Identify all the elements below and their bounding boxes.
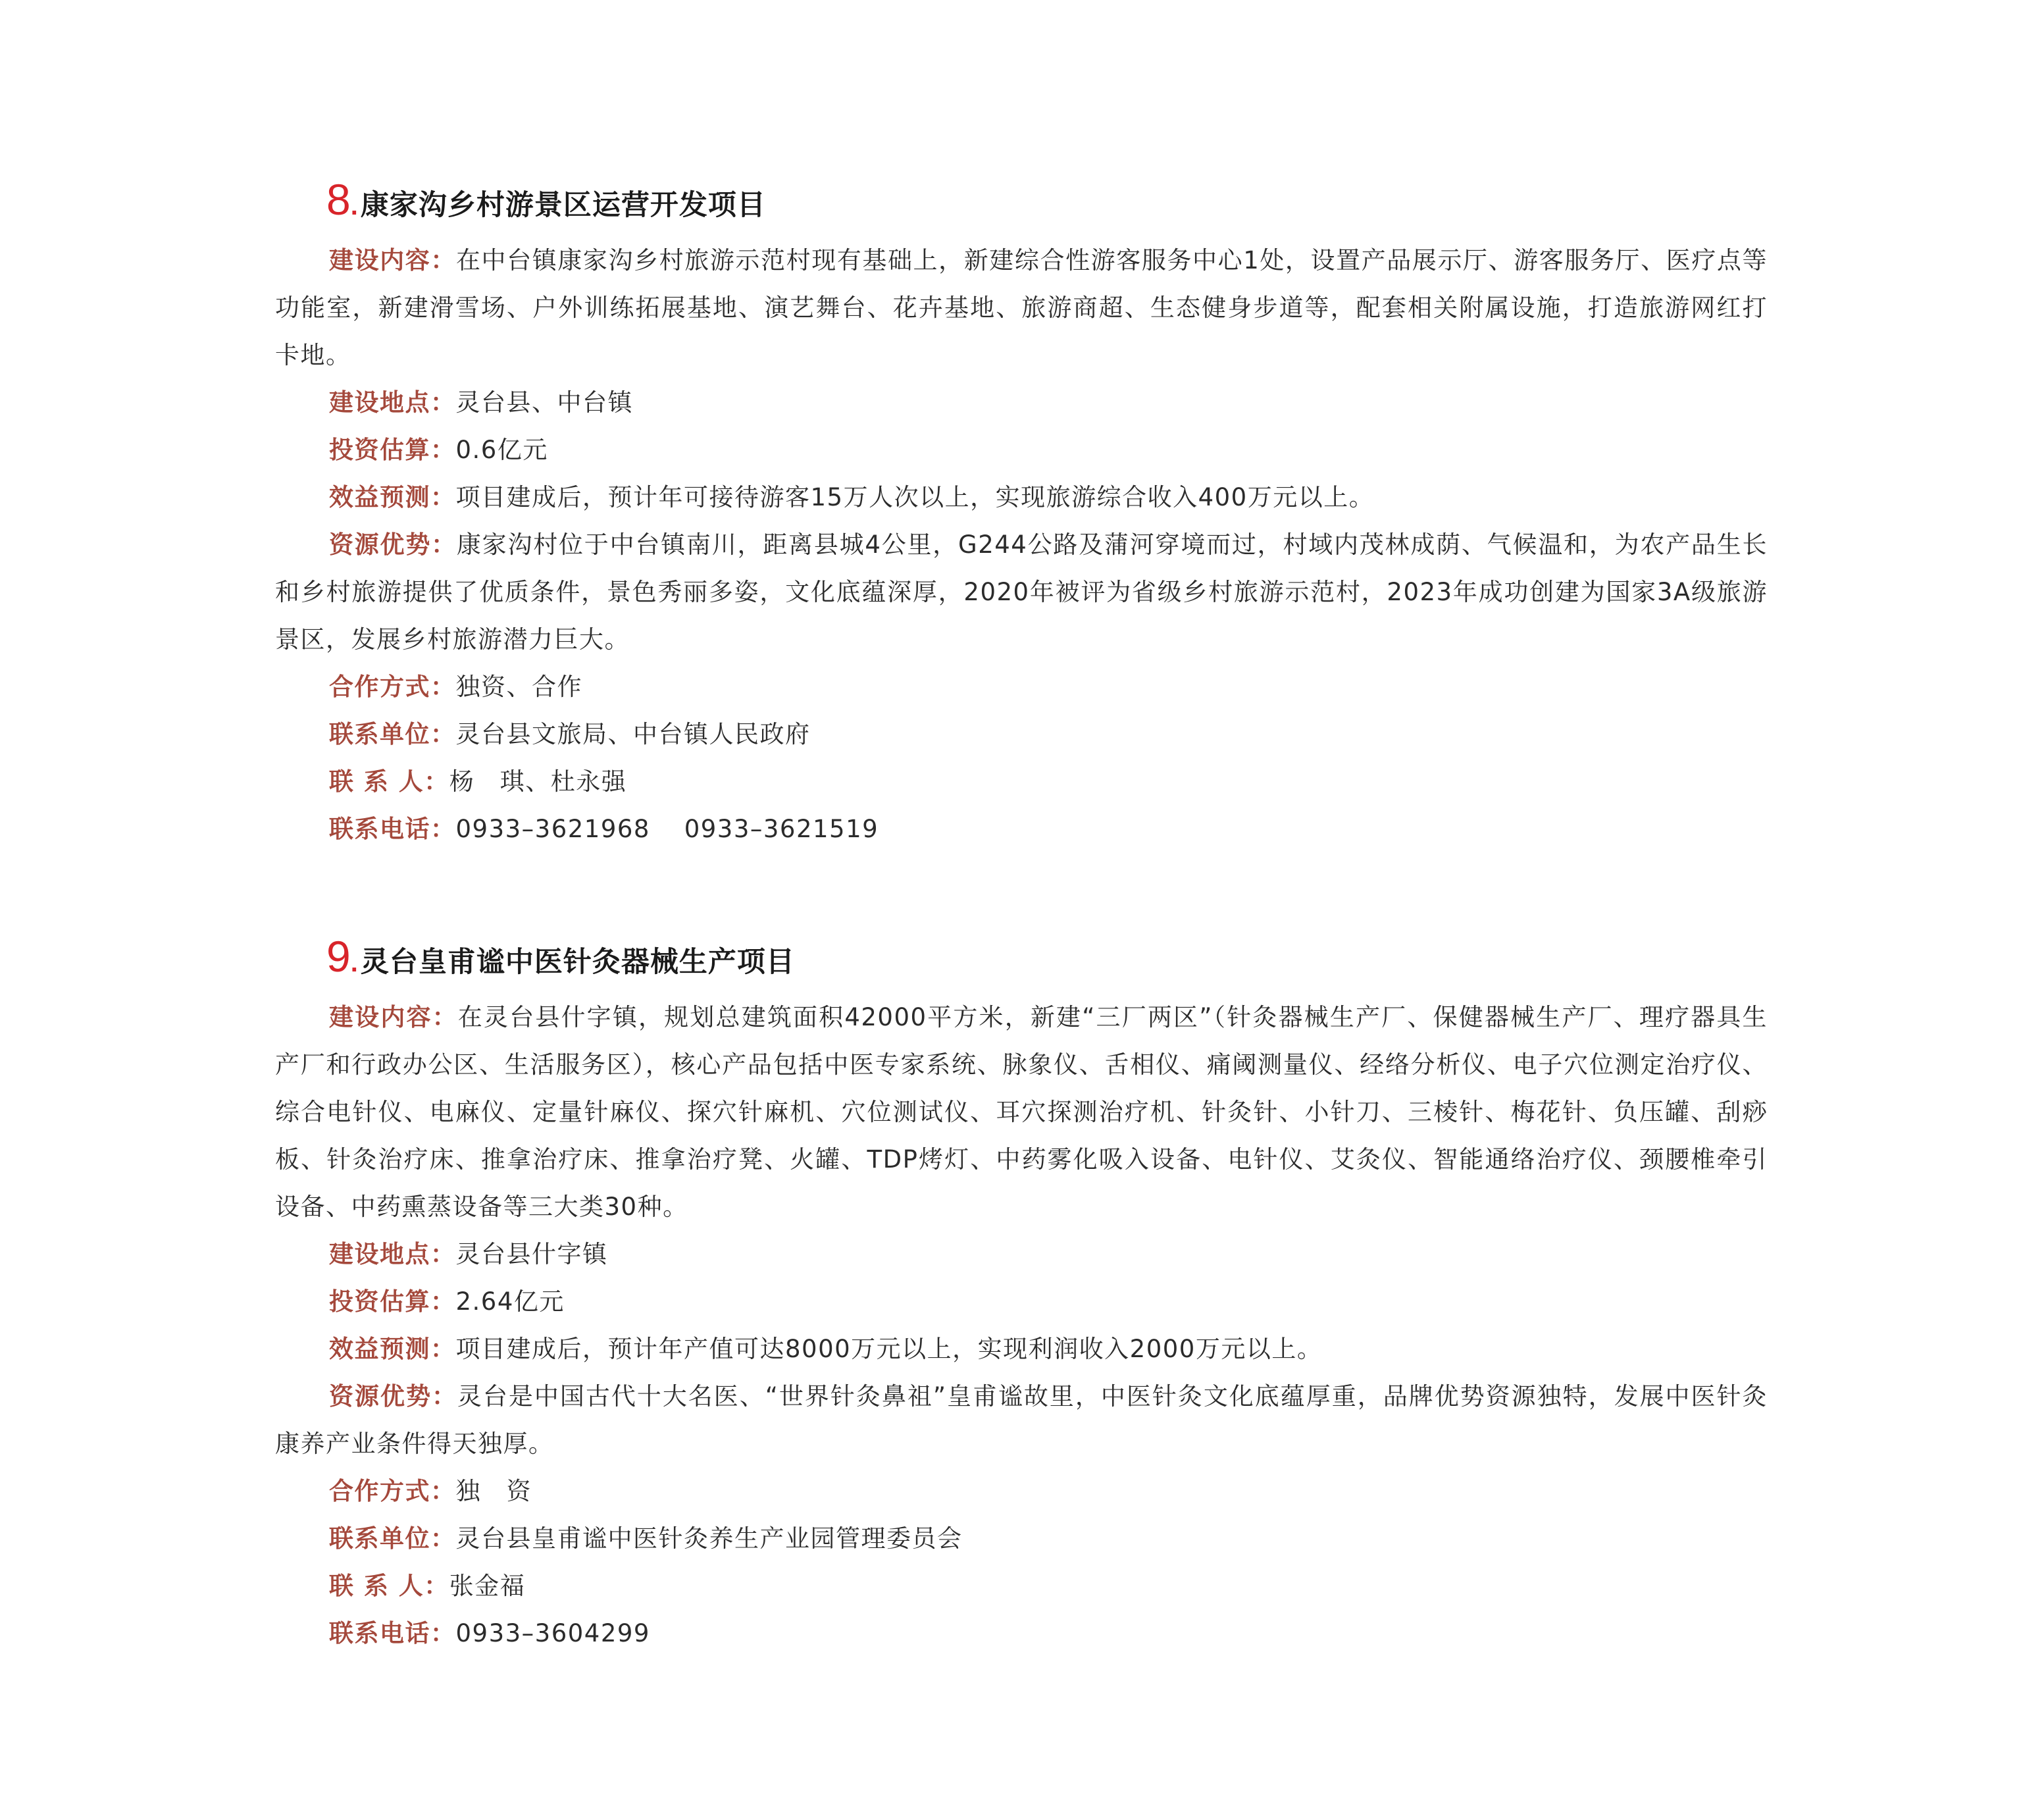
field-value: 独资、合作 bbox=[455, 673, 582, 701]
field-label: 资源优势： bbox=[329, 1382, 457, 1410]
field-phone bbox=[275, 806, 1768, 853]
field-value: 灵台县文旅局、中台镇人民政府 bbox=[455, 720, 811, 748]
field-content bbox=[275, 237, 1768, 379]
field-benefit bbox=[275, 1326, 1768, 1373]
project-number: 8 bbox=[326, 175, 351, 224]
field-label: 效益预测： bbox=[329, 1335, 456, 1363]
field-unit bbox=[275, 1515, 1768, 1563]
field-location bbox=[275, 379, 1768, 427]
field-investment bbox=[275, 427, 1768, 474]
field-value: 灵台是中国古代十大名医、“世界针灸鼻祖”皇甫谧故里，中医针灸文化底蕴厚重，品牌优势资源独特，发展中医针灸康养产业条件得天独厚。 bbox=[275, 1382, 1768, 1458]
field-phone bbox=[275, 1610, 1768, 1657]
field-advantage bbox=[275, 521, 1768, 663]
field-value: 0.6亿元 bbox=[455, 436, 548, 464]
field-content bbox=[275, 994, 1768, 1231]
field-benefit bbox=[275, 474, 1768, 521]
field-value: 项目建成后，预计年可接待游客15万人次以上，实现旅游综合收入400万元以上。 bbox=[455, 483, 1375, 511]
field-label: 效益预测： bbox=[329, 483, 456, 511]
project-number: 9 bbox=[326, 932, 351, 981]
field-label: 建设地点： bbox=[329, 388, 456, 417]
field-value: 0933–3604299 bbox=[455, 1619, 650, 1647]
project-name: 灵台皇甫谧中医针灸器械生产项目 bbox=[360, 946, 795, 979]
field-label: 联系电话： bbox=[329, 815, 456, 843]
field-value: 在灵台县什字镇，规划总建筑面积42000平方米，新建“三厂两区”（针灸器械生产厂、保健器械生产厂、理疗器具生产厂和行政办公区、生活服务区），核心产品包括中医专家系统、脉象仪、舌相仪、痛阈测量仪、经络分析仪、电子穴位测定治疗仪、综合电针仪、电麻仪、定量针麻仪、探穴针麻机、穴位测试仪、耳穴探测治疗机、针灸针、小针刀、三棱针、梅花针、负压罐、刮痧板、针灸治疗床、推拿治疗床、推拿治疗凳、火罐、TDP烤灯、中药雾化吸入设备、电针仪、艾灸仪、智能通络治疗仪、颈腰椎牵引设备、中药熏蒸设备等三大类30种。 bbox=[275, 1003, 1768, 1221]
field-value: 康家沟村位于中台镇南川，距离县城4公里，G244公路及蒲河穿境而过，村域内茂林成荫、气候温和，为农产品生长和乡村旅游提供了优质条件，景色秀丽多姿，文化底蕴深厚，2020年被评为省级乡村旅游示范村，2023年成功创建为国家3A级旅游景区，发展乡村旅游潜力巨大。 bbox=[275, 530, 1768, 654]
field-cooperation bbox=[275, 1468, 1768, 1515]
field-label: 合作方式： bbox=[329, 673, 456, 701]
field-label: 建设内容： bbox=[329, 246, 456, 274]
field-advantage bbox=[275, 1373, 1768, 1468]
field-label: 联 系 人： bbox=[329, 1572, 449, 1600]
field-label: 投资估算： bbox=[329, 436, 456, 464]
field-value: 灵台县什字镇 bbox=[455, 1240, 608, 1268]
field-person bbox=[275, 1563, 1768, 1610]
field-cooperation bbox=[275, 663, 1768, 711]
field-value: 在中台镇康家沟乡村旅游示范村现有基础上，新建综合性游客服务中心1处，设置产品展示厅、游客服务厅、医疗点等功能室，新建滑雪场、户外训练拓展基地、演艺舞台、花卉基地、旅游商超、生态健身步道等，配套相关附属设施，打造旅游网红打卡地。 bbox=[275, 246, 1768, 369]
project-9 bbox=[275, 932, 1768, 1657]
field-location bbox=[275, 1231, 1768, 1278]
field-value: 独 资 bbox=[455, 1477, 532, 1505]
field-label: 资源优势： bbox=[329, 530, 457, 559]
field-value: 杨 琪、杜永强 bbox=[449, 767, 627, 796]
field-value: 灵台县皇甫谧中医针灸养生产业园管理委员会 bbox=[455, 1524, 963, 1553]
field-value: 张金福 bbox=[449, 1572, 526, 1600]
field-unit bbox=[275, 711, 1768, 758]
project-title bbox=[326, 932, 1768, 994]
field-value: 0933–3621968 0933–3621519 bbox=[455, 815, 879, 843]
field-value: 2.64亿元 bbox=[455, 1287, 565, 1316]
field-value: 项目建成后，预计年产值可达8000万元以上，实现利润收入2000万元以上。 bbox=[455, 1335, 1323, 1363]
project-number-dot: . bbox=[350, 948, 358, 977]
field-label: 合作方式： bbox=[329, 1477, 456, 1505]
field-person bbox=[275, 758, 1768, 806]
field-value: 灵台县、中台镇 bbox=[455, 388, 633, 417]
project-8 bbox=[275, 175, 1768, 853]
project-number-dot: . bbox=[350, 192, 358, 220]
field-investment bbox=[275, 1278, 1768, 1326]
project-title bbox=[326, 175, 1768, 237]
field-label: 联系电话： bbox=[329, 1619, 456, 1647]
project-name: 康家沟乡村游景区运营开发项目 bbox=[360, 189, 766, 222]
field-label: 建设地点： bbox=[329, 1240, 456, 1268]
field-label: 投资估算： bbox=[329, 1287, 456, 1316]
field-label: 联系单位： bbox=[329, 1524, 456, 1553]
field-label: 联系单位： bbox=[329, 720, 456, 748]
field-label: 建设内容： bbox=[329, 1003, 458, 1031]
field-label: 联 系 人： bbox=[329, 767, 449, 796]
